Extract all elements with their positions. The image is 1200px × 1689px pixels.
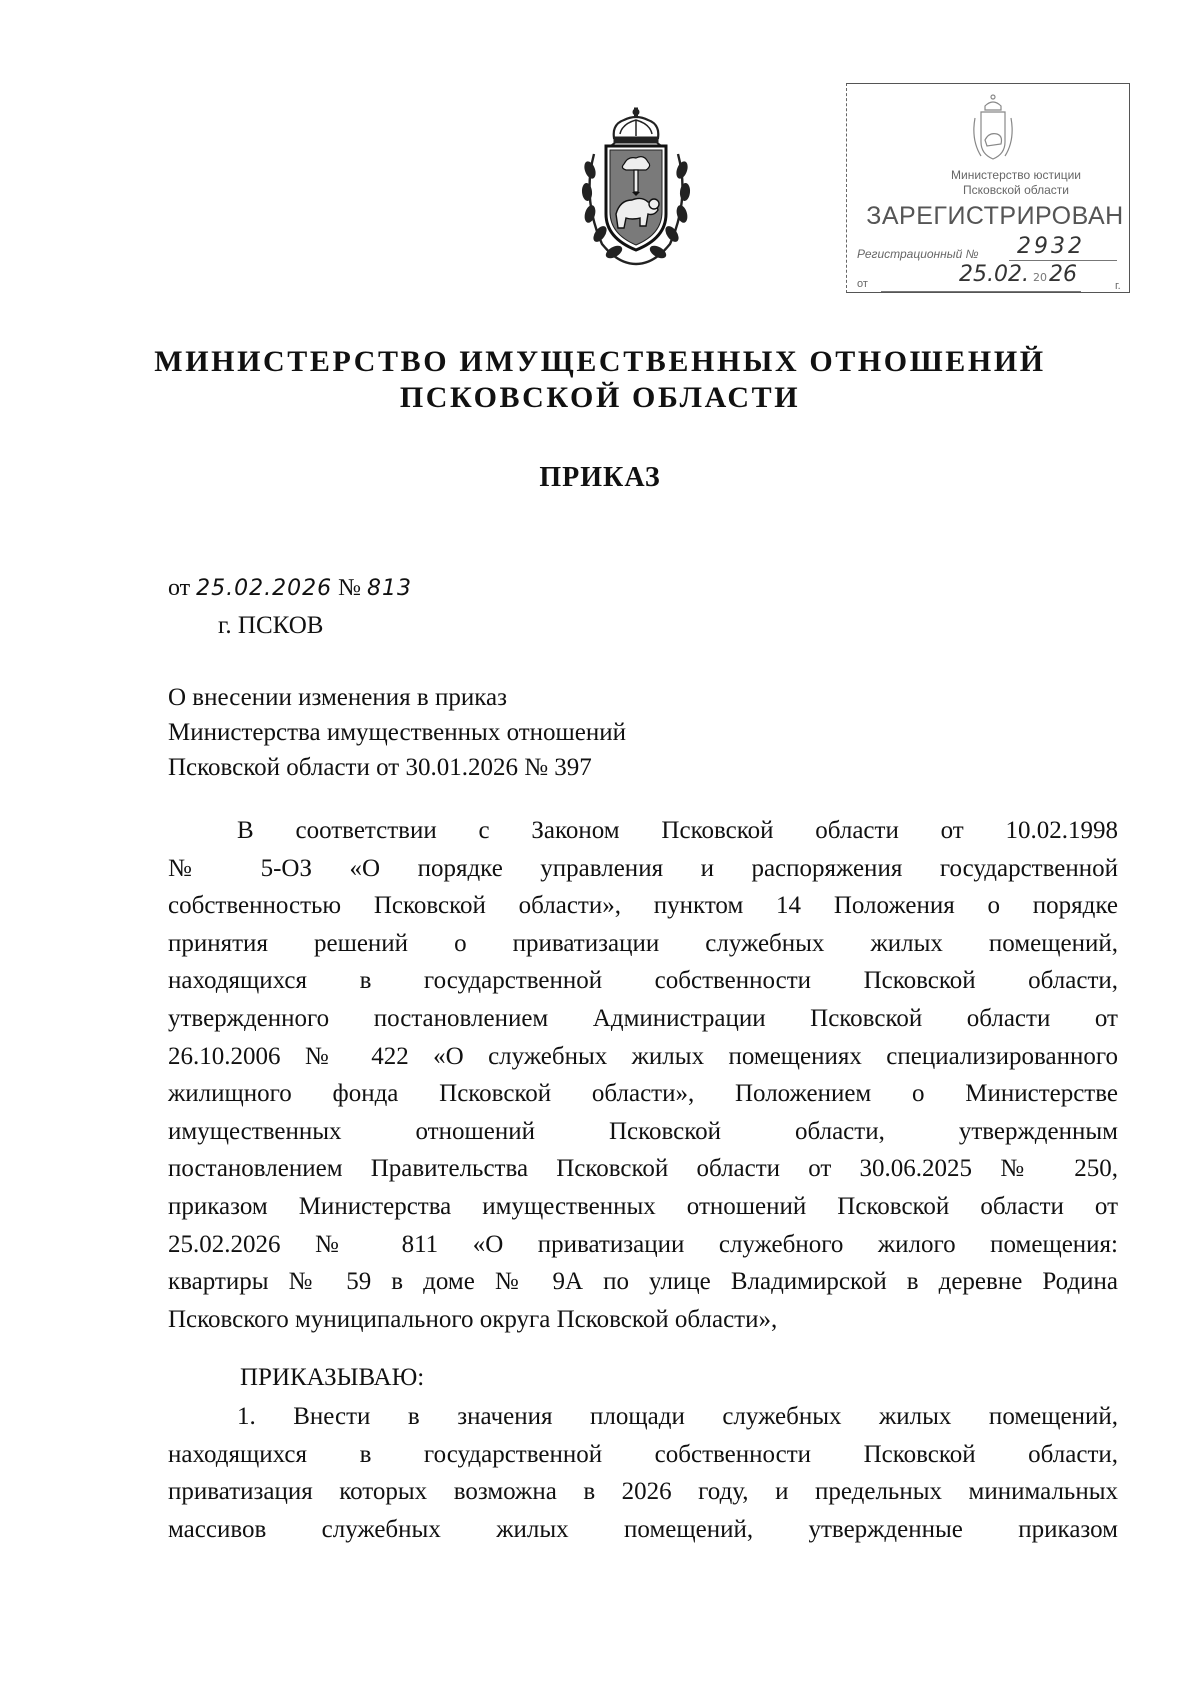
order-date-line — [168, 575, 412, 602]
paragraph-line: жилищного фонда Псковской области», Положением о Министерстве — [168, 1080, 1118, 1108]
paragraph-line: 1. Внести в значения площади служебных жилых помещений, — [237, 1403, 1118, 1430]
ministry-title — [0, 344, 1200, 416]
order-date: 25.02.2026 — [196, 576, 333, 601]
paragraph-line: № 5-ОЗ «О порядке управления и распоряжения государственной — [168, 854, 1118, 882]
stamp-year-suffix: 26 — [1049, 262, 1077, 287]
paragraph-line: Псковского муниципального округа Псковской области», — [168, 1305, 778, 1333]
order-date-label: от — [168, 575, 191, 601]
stamp-date-label: от — [857, 278, 868, 290]
prikazyvayu-heading: ПРИКАЗЫВАЮ: — [240, 1364, 425, 1391]
paragraph-line: постановлением Правительства Псковской области от 30.06.2025 № 250, — [168, 1155, 1118, 1183]
subject-line: О внесении изменения в приказ — [168, 684, 507, 711]
paragraph-line: приватизация которых возможна в 2026 году, и предельных минимальных — [168, 1478, 1118, 1506]
paragraph-line: имущественных отношений Псковской области, утвержденным — [168, 1117, 1118, 1145]
item-1-paragraph — [168, 1398, 1118, 1548]
paragraph-line: находящихся в государственной собственности Псковской области, — [168, 967, 1118, 995]
order-number: 813 — [367, 576, 413, 601]
preamble-paragraph — [168, 812, 1118, 1338]
ministry-title-line-1: МИНИСТЕРСТВО ИМУЩЕСТВЕННЫХ ОТНОШЕНИЙ — [154, 345, 1046, 378]
paragraph-line: 26.10.2006 № 422 «О служебных жилых помещениях специализированного — [168, 1042, 1118, 1070]
registration-stamp — [846, 83, 1130, 293]
subject-line: Псковской области от 30.01.2026 № 397 — [168, 754, 592, 781]
paragraph-line: 25.02.2026 № 811 «О приватизации служебного жилого помещения: — [168, 1230, 1118, 1258]
paragraph-line: приказом Министерства имущественных отношений Псковской области от — [168, 1192, 1118, 1220]
stamp-reg-number: 2932 — [1009, 234, 1117, 261]
order-number-label: № — [338, 575, 362, 601]
paragraph-line: массивов служебных жилых помещений, утвержденные приказом — [168, 1515, 1118, 1543]
stamp-ministry-line: Министерство юстиции — [951, 168, 1081, 182]
paragraph-line: утвержденного постановлением Администрации Псковской области от — [168, 1004, 1118, 1032]
subject-line: Министерства имущественных отношений — [168, 719, 627, 746]
paragraph-line: принятия решений о приватизации служебных жилых помещений, — [168, 929, 1118, 957]
coat-of-arms-emblem — [576, 104, 696, 272]
stamp-year-prefix: 20 — [1033, 271, 1047, 284]
ministry-title-line-2: ПСКОВСКОЙ ОБЛАСТИ — [399, 381, 801, 414]
stamp-region-line: Псковской области — [963, 183, 1069, 197]
stamp-date-daymonth: 25.02. — [959, 262, 1029, 287]
stamp-reg-number-label: Регистрационный № — [857, 247, 979, 261]
stamp-date — [881, 262, 1081, 292]
order-subject — [168, 680, 626, 785]
city: г. ПСКОВ — [218, 612, 324, 639]
document-type: ПРИКАЗ — [539, 462, 661, 493]
paragraph-line: В соответствии с Законом Псковской области от 10.02.1998 — [237, 817, 1118, 844]
stamp-year-g-label: г. — [1115, 280, 1121, 292]
stamp-coat-of-arms-icon — [967, 92, 1019, 164]
stamp-registered-label: ЗАРЕГИСТРИРОВАН — [866, 202, 1124, 230]
paragraph-line: находящихся в государственной собственности Псковской области, — [168, 1440, 1118, 1468]
paragraph-line: собственностью Псковской области», пунктом 14 Положения о порядке — [168, 892, 1118, 920]
paragraph-line: квартиры № 59 в доме № 9А по улице Владимирской в деревне Родина — [168, 1268, 1118, 1296]
